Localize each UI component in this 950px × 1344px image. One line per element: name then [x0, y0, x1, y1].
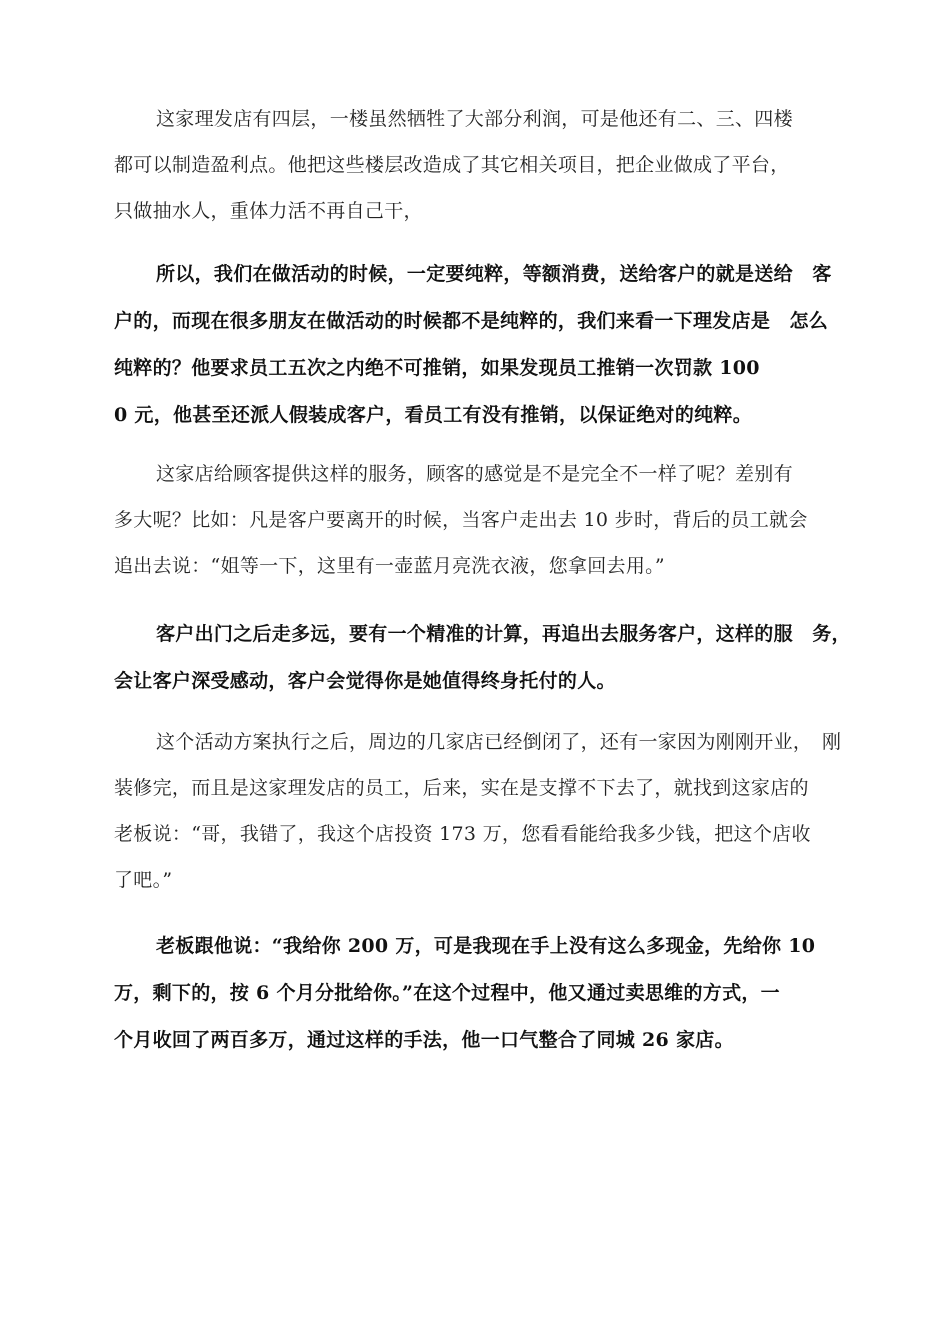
paragraph-line: 多大呢？比如：凡是客户要离开的时候，当客户走出去 10 步时，背后的员工就会 [114, 509, 808, 531]
paragraph-line: 0 元，他甚至还派人假装成客户，看员工有没有推销，以保证绝对的纯粹。 [114, 404, 753, 426]
paragraph-line: 老板说：“哥，我错了，我这个店投资 173 万，您看看能给我多少钱，把这个店收 [114, 823, 811, 845]
paragraph-line: 这家理发店有四层，一楼虽然牺牲了大部分利润，可是他还有二、三、四楼 [156, 108, 793, 130]
paragraph-line: 这家店给顾客提供这样的服务，顾客的感觉是不是完全不一样了呢？差别有 [156, 463, 793, 485]
paragraph-line: 个月收回了两百多万，通过这样的手法，他一口气整合了同城 26 家店。 [114, 1029, 734, 1051]
paragraph-1 [114, 96, 874, 234]
paragraph-2 [114, 251, 874, 439]
paragraph-line: 这个活动方案执行之后，周边的几家店已经倒闭了，还有一家因为刚刚开业， 刚 [156, 731, 842, 753]
paragraph-5 [114, 719, 874, 903]
paragraph-6 [114, 923, 874, 1064]
paragraph-line: 了吧。” [114, 869, 173, 891]
paragraph-line: 所以，我们在做活动的时候，一定要纯粹，等额消费，送给客户的就是送给 客 [156, 263, 832, 285]
paragraph-line: 老板跟他说：“我给你 200 万，可是我现在手上没有这么多现金，先给你 10 [156, 935, 816, 957]
paragraph-line: 万，剩下的，按 6 个月分批给你。”在这个过程中，他又通过卖思维的方式，一 [114, 982, 780, 1004]
paragraph-line: 户的，而现在很多朋友在做活动的时候都不是纯粹的，我们来看一下理发店是 怎么 [114, 310, 829, 332]
paragraph-line: 都可以制造盈利点。他把这些楼层改造成了其它相关项目，把企业做成了平台， [114, 154, 790, 176]
paragraph-3 [114, 451, 874, 589]
paragraph-line: 纯粹的？他要求员工五次之内绝不可推销，如果发现员工推销一次罚款 100 [114, 357, 760, 379]
paragraph-4 [114, 611, 874, 705]
paragraph-line: 会让客户深受感动，客户会觉得你是她值得终身托付的人。 [114, 670, 616, 692]
paragraph-line: 只做抽水人，重体力活不再自己干， [114, 200, 423, 222]
paragraph-line: 装修完，而且是这家理发店的员工，后来，实在是支撑不下去了，就找到这家店的 [114, 777, 809, 799]
paragraph-line: 追出去说：“姐等一下，这里有一壶蓝月亮洗衣液，您拿回去用。” [114, 555, 665, 577]
paragraph-line: 客户出门之后走多远，要有一个精准的计算，再追出去服务客户，这样的服 务， [156, 623, 851, 645]
